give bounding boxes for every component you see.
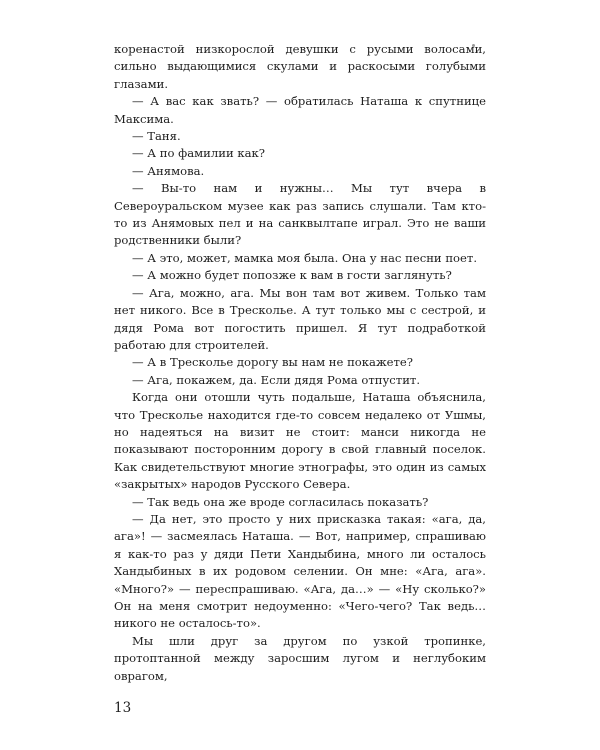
paragraph: коренастой низкорослой девушки с русыми волосами, сильно выдающимися скулами и раскосыми голубыми глазами. xyxy=(114,42,486,91)
paragraph: — Ага, покажем, да. Если дядя Рома отпустит. xyxy=(132,372,421,387)
paragraph: — Так ведь она же вроде согласилась показать? xyxy=(132,494,429,509)
paragraph: Когда они отошли чуть подальше, Наташа объяснила, что Тресколье находится где-то совсем недалеко от Ушмы, но надеяться на визит не стоит: манси никогда не показывают посторонним дорогу в свой главный поселок. Как свидетельствуют многие этнографы, это один из самых «закрытых» народов Русского Севера. xyxy=(114,390,486,492)
paragraph: — Ага, можно, ага. Мы вон там вот живем. Только там нет никого. Все в Тресколье. А тут только мы с сестрой, и дядя Рома вот погостить пришел. Я тут подработкой работаю для строителей. xyxy=(114,285,486,352)
paragraph: — А в Тресколье дорогу вы нам не покажете? xyxy=(132,355,413,370)
page-number: 13 xyxy=(114,700,132,716)
paragraph: — А по фамилии как? xyxy=(132,146,265,161)
body-text xyxy=(114,41,486,685)
paragraph: — А можно будет попозже к вам в гости заглянуть? xyxy=(132,268,452,283)
paragraph: — Таня. xyxy=(132,129,181,144)
paragraph: — А это, может, мамка моя была. Она у нас песни поет. xyxy=(132,250,477,265)
paragraph: — Анямова. xyxy=(132,163,205,178)
paragraph: — Да нет, это просто у них присказка такая: «ага, да, ага»! — засмеялась Наташа. — Вот, например, спрашиваю я как-то раз у дяди Пети Хандыбина, много ли осталось Хандыбиных в их родовом селении. Он мне: «Ага, ага». «Много?» — переспрашиваю. «Ага, да…» — «Ну сколько?» Он на меня смотрит недоуменно: «Чего-чего? Так ведь… никого не осталось-то». xyxy=(114,511,486,631)
paragraph: — Вы-то нам и нужны… Мы тут вчера в Североуральском музее как раз запись слушали. Там кто-то из Анямовых пел и на санквылтапе играл. Это не ваши родственники были? xyxy=(114,181,486,248)
paragraph: — А вас как звать? — обратилась Наташа к спутнице Максима. xyxy=(114,94,486,126)
paragraph: Мы шли друг за другом по узкой тропинке, протоптанной между заросшим лугом и неглубоким оврагом, xyxy=(114,633,486,683)
